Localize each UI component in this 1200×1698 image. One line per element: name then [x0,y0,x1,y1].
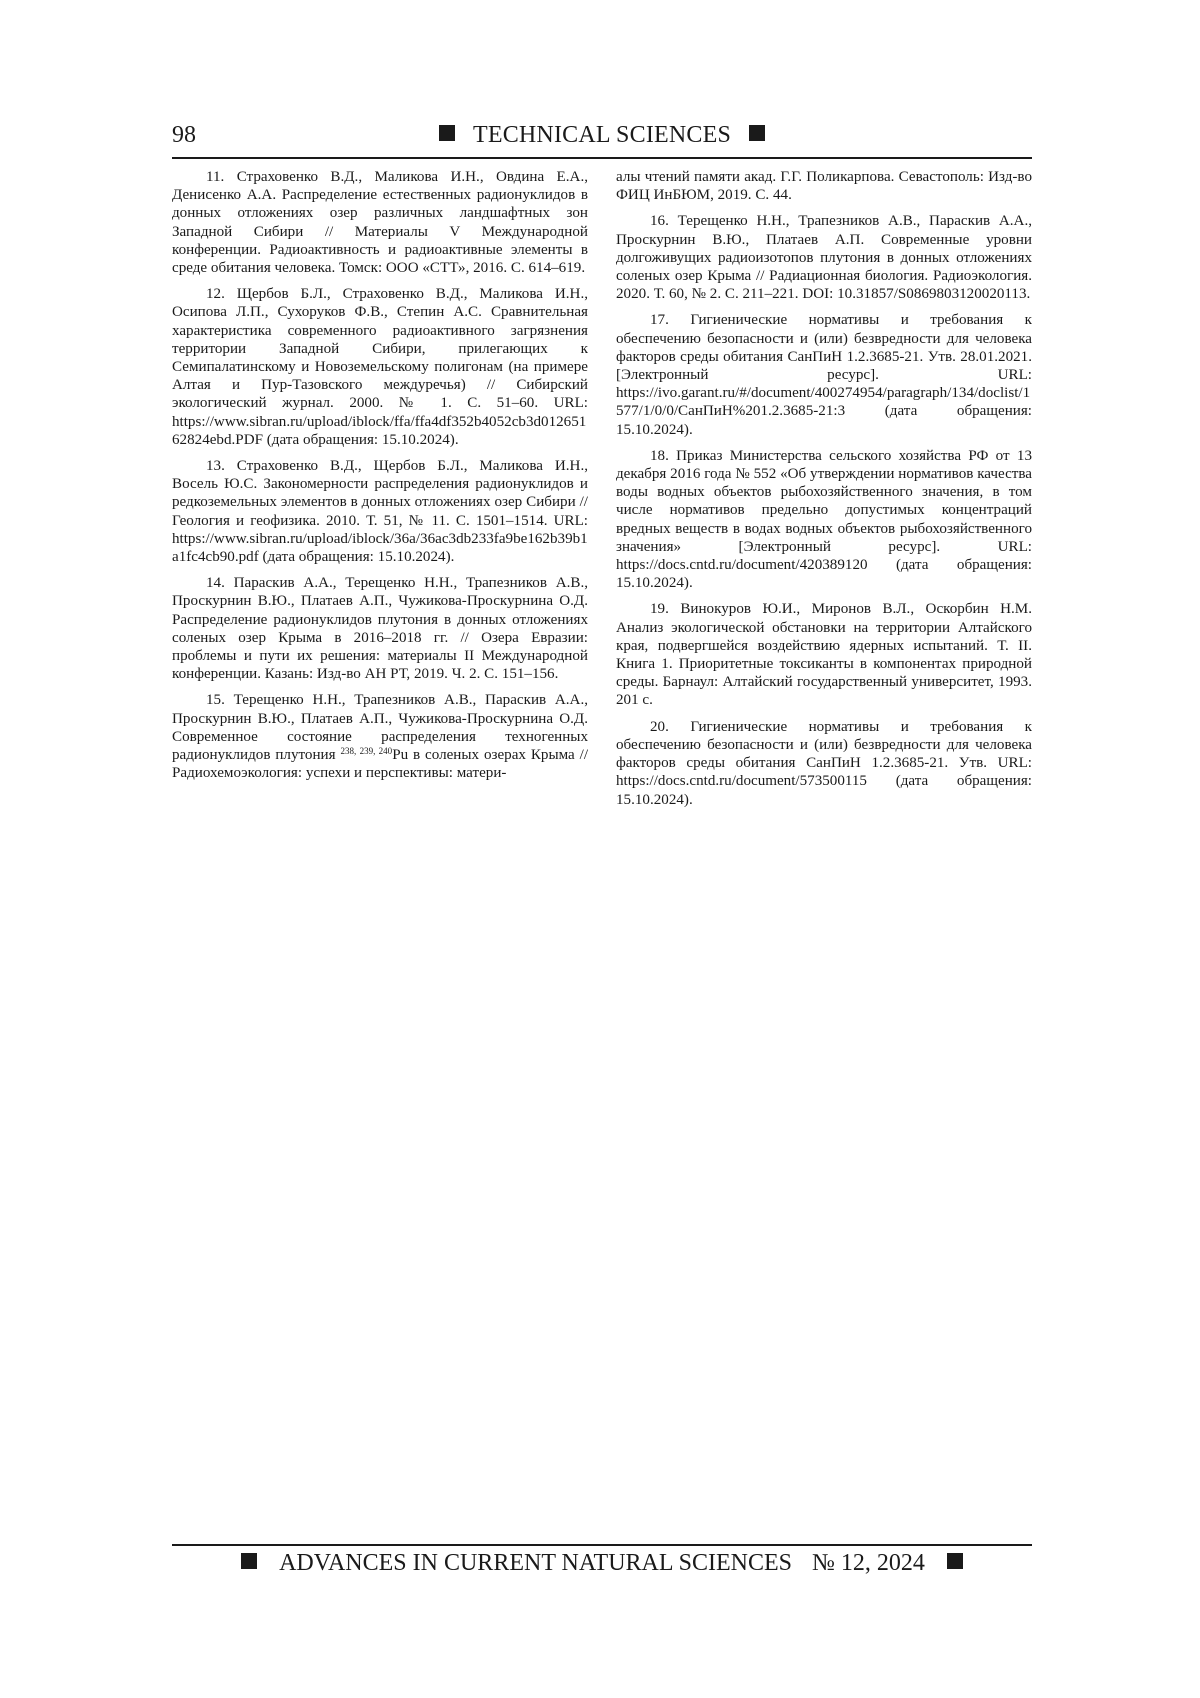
black-square-icon [947,1553,963,1569]
footer-divider [172,1544,1032,1546]
reference-14: 14. Параскив А.А., Терещенко Н.Н., Трапезников А.В., Проскурнин В.Ю., Платаев А.П., Чужикова-Проскурнина О.Д. Распределение радионуклидов плутония в донных отложениях соленых озер Крыма в 2016–2018 гг. // Озера Евразии: проблемы и пути их решения: материалы II Международной конференции. Казань: Изд-во АН РТ, 2019. Ч. 2. С. 151–156. [172,575,588,683]
section-title [172,122,1032,149]
reference-20: 20. Гигиенические нормативы и требования к обеспечению безопасности и (или) безвредности для человека факторов среды обитания СанПиН 1.2.3685-21. Утв. URL: https://docs.cntd.ru/document/573500115 (дата обращения: 15.10.2024). [616,718,1032,808]
reference-12: 12. Щербов Б.Л., Страховенко В.Д., Маликова И.Н., Осипова Л.П., Сухоруков Ф.В., Степин А.С. Сравнительная характеристика современного радиоактивного загрязнения территории Западной Сибири, прилегающих к Семипалатинскому и Новоземельскому полигонам (на примере Алтая и Пур-Тазовского междуречья) // Сибирский экологический журнал. 2000. № 1. С. 51–60. URL: https://www.sibran.ru/upload/iblock/ffa/ffa4df352b4052cb3d01265162824ebd.PDF (дата обращения: 15.10.2024). [172,286,588,448]
reference-18: 18. Приказ Министерства сельского хозяйства РФ от 13 декабря 2016 года № 552 «Об утверждении нормативов качества воды водных объектов рыбохозяйственного значения, в том числе нормативов предельно допустимых концентраций вредных веществ в водах водных объектов рыбохозяйственного значения» [Электронный ресурс]. URL: https://docs.cntd.ru/document/420389120 (дата обращения: 15.10.2024). [616,447,1032,592]
running-header [172,116,1032,156]
section-title-text: TECHNICAL SCIENCES [472,122,732,148]
black-square-icon [241,1553,257,1569]
journal-title: ADVANCES IN CURRENT NATURAL SCIENCES [279,1550,793,1576]
running-footer [172,1550,1032,1590]
reference-15-continuation: алы чтений памяти акад. Г.Г. Поликарпова. Севастополь: Изд-во ФИЦ ИнБЮМ, 2019. С. 44. [616,169,1032,204]
reference-15-text-end: Pu в соленых озерах Крыма // Радиохемоэкология: успехи и перспективы: матери- [172,747,589,782]
black-square-icon [439,125,455,141]
isotope-mass-numbers: 238, 239, 240 [340,746,393,757]
reference-19: 19. Винокуров Ю.И., Миронов В.Л., Оскорбин Н.М. Анализ экологической обстановки на территории Алтайского края, подвергшейся воздействию ядерных испытаний. Т. II. Книга 1. Приоритетные токсиканты в компонентах природной среды. Барнаул: Алтайский государственный университет, 1993. 201 с. [616,601,1032,709]
reference-11: 11. Страховенко В.Д., Маликова И.Н., Овдина Е.А., Денисенко А.А. Распределение естественных радионуклидов в донных отложениях озер различных ландшафтных зон Западной Сибири // Материалы V Международной конференции. Радиоактивность и радиоактивные элементы в среде обитания человека. Томск: ООО «СТТ», 2016. С. 614–619. [172,169,588,277]
reference-15 [172,691,588,782]
header-divider [172,157,1032,159]
reference-13: 13. Страховенко В.Д., Щербов Б.Л., Маликова И.Н., Восель Ю.С. Закономерности распределения радионуклидов и редкоземельных элементов в донных отложениях озер Сибири // Геология и геофизика. 2010. Т. 51, № 11. С. 1501–1514. URL: https://www.sibran.ru/upload/iblock/36a/36ac3db233fa9be162b39b1a1fc4cb90.pdf (дата обращения: 15.10.2024). [172,458,588,566]
reference-17: 17. Гигиенические нормативы и требования к обеспечению безопасности и (или) безвредности для человека факторов среды обитания СанПиН 1.2.3685-21. Утв. 28.01.2021. [Электронный ресурс]. URL: https://ivo.garant.ru/#/document/400274954/paragraph/134/doclist/1577/1/0/0/СанПиН%201.2.3685-21:3 (дата обращения: 15.10.2024). [616,312,1032,438]
references-column-right [616,168,1032,817]
page-number: 98 [172,122,196,148]
black-square-icon [749,125,765,141]
issue-number: № 12, 2024 [812,1550,925,1576]
reference-16: 16. Терещенко Н.Н., Трапезников А.В., Параскив А.А., Проскурнин В.Ю., Платаев А.П. Современные уровни долгоживущих радиоизотопов плутония в донных отложениях соленых озер Крыма // Радиационная биология. Радиоэкология. 2020. Т. 60, № 2. С. 211–221. DOI: 10.31857/S0869803120020113. [616,213,1032,303]
reference-15-text-start: 15. Терещенко Н.Н., Трапезников А.В., Параскив А.А., Проскурнин В.Ю., Платаев А.П., Чужикова-Проскурнина О.Д. Современное состояние распределения техногенных радионуклидов плутония [172,692,588,764]
references-column-left [172,168,588,791]
